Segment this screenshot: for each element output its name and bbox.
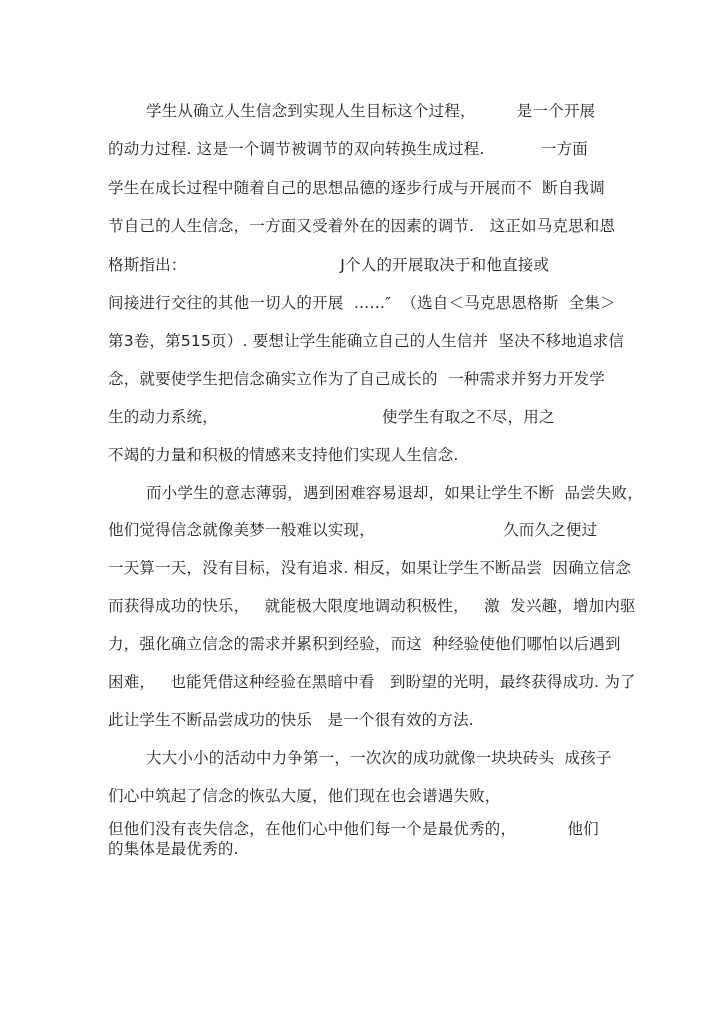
text-line: 节自己的人生信念，一方面又受着外在的因素的调节. 这正如马克思和恩 — [108, 217, 616, 235]
text-line: 不竭的力量和积极的情感来支持他们实现人生信念. — [108, 446, 459, 464]
text-line: 生的动力系统， 使学生有取之不尽，用之 — [108, 408, 555, 426]
text-line: 第3卷，第515页）. 要想让学生能确立自己的人生信并 坚决不移地追求信 — [108, 332, 625, 350]
text-line: 大大小小的活动中力争第一，一次次的成功就像一块块砖头 成孩子 — [146, 749, 612, 767]
text-line: 学生从确立人生信念到实现人生目标这个过程， 是一个开展 — [146, 102, 596, 120]
text-line: 学生在成长过程中随着自己的思想品德的逐步行成与开展而不 断自我调 — [108, 179, 605, 197]
text-line: 力，强化确立信念的需求并累积到经验，而这 种经验使他们哪怕以后遇到 — [108, 635, 621, 653]
text-line: 念，就要使学生把信念确实立作为了自己成长的 一种需求并努力开发学 — [108, 370, 605, 388]
text-line: 的动力过程. 这是一个调节被调节的双向转换生成过程. 一方面 — [108, 140, 588, 158]
text-line: 一天算一天，没有目标，没有追求. 相反，如果让学生不断品尝 因确立信念 — [108, 559, 631, 577]
text-line: 但他们没有丧失信念，在他们心中他们每一个是最优秀的， 他们 — [108, 820, 599, 838]
text-line: 困难， 也能凭借这种经验在黑暗中看 到盼望的光明，最终获得成功. 为了 — [108, 673, 636, 691]
text-line: 而获得成功的快乐， 就能极大限度地调动积极性， 激 发兴趣，增加内驱 — [108, 597, 636, 615]
text-line: 而小学生的意志薄弱，遇到困难容易退却，如果让学生不断 品尝失败， — [146, 484, 643, 502]
text-line: 的集体是最优秀的. — [108, 840, 239, 858]
text-line: 此让学生不断品尝成功的快乐 是一个很有效的方法. — [108, 711, 474, 729]
text-line: 间接进行交往的其他一切人的开展 ……″ （选自＜马克思恩格斯 全集＞ — [108, 294, 616, 312]
text-line: 他们觉得信念就像美梦一般难以实现， 久而久之便过 — [108, 521, 598, 539]
text-line: 们心中筑起了信念的恢弘大厦，他们现在也会谱遇失败， — [108, 787, 501, 805]
text-line: 格斯指出： J个人的开展取决于和他直接或 — [108, 256, 550, 274]
